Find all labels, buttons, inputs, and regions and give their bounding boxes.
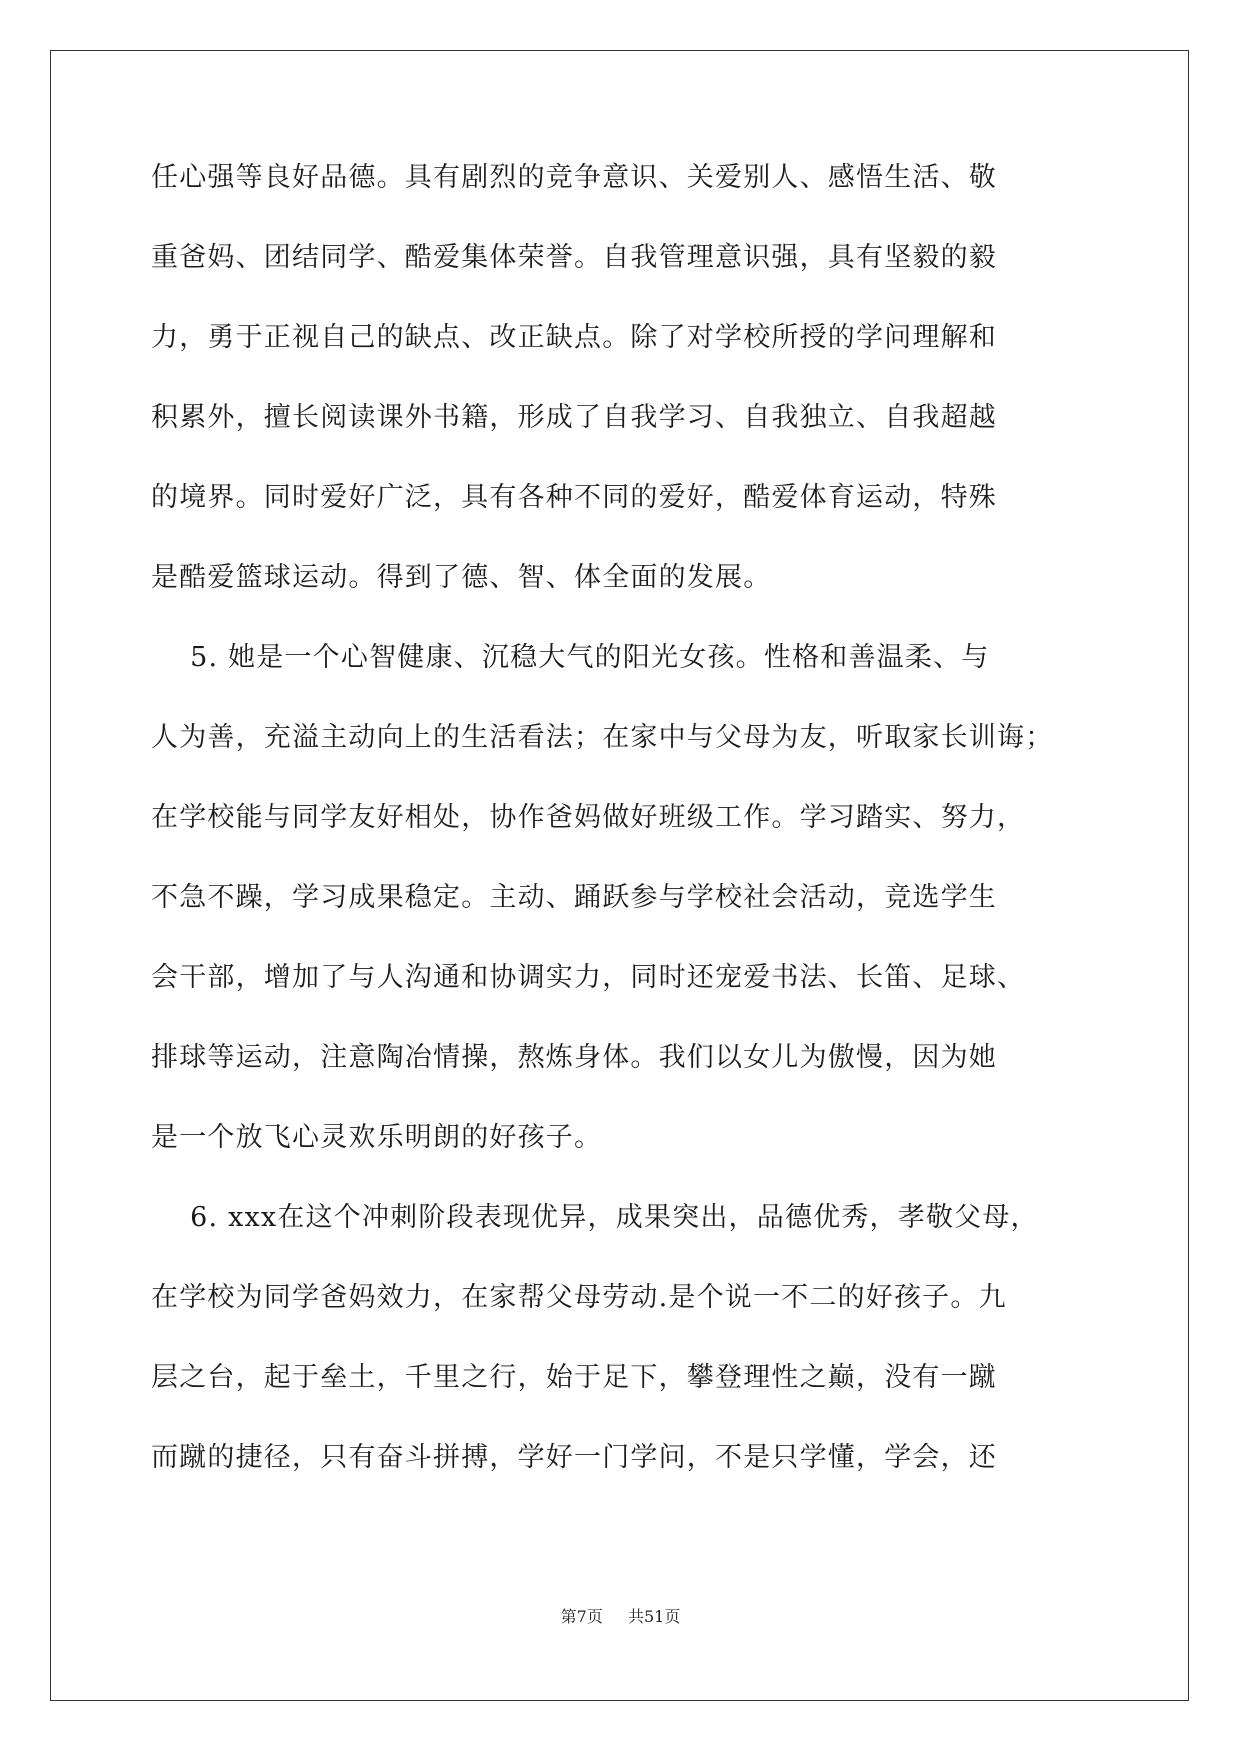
text-line: 而蹴的捷径，只有奋斗拼搏，学好一门学问，不是只学懂，学会，还	[151, 1442, 997, 1473]
text-line: 任心强等良好品德。具有剧烈的竞争意识、关爱别人、感悟生活、敬	[151, 162, 997, 193]
text-line: 会干部，增加了与人沟通和协调实力，同时还宠爱书法、长笛、足球、	[151, 962, 1026, 993]
text-line: 不急不躁，学习成果稳定。主动、踊跃参与学校社会活动，竞选学生	[151, 882, 997, 913]
text-line: 6. xxx在这个冲刺阶段表现优异，成果突出，品德优秀，孝敬父母，	[151, 1202, 1039, 1233]
text-line: 人为善，充溢主动向上的生活看法；在家中与父母为友，听取家长训诲；	[151, 722, 1054, 753]
page-number: 第7页	[560, 1607, 603, 1626]
text-line: 层之台，起于垒土，千里之行，始于足下，攀登理性之巅，没有一蹴	[151, 1362, 997, 1393]
text-line: 力，勇于正视自己的缺点、改正缺点。除了对学校所授的学问理解和	[151, 322, 997, 353]
page-total: 共51页	[627, 1607, 681, 1626]
text-line: 的境界。同时爱好广泛，具有各种不同的爱好，酷爱体育运动，特殊	[151, 482, 997, 513]
text-line: 重爸妈、团结同学、酷爱集体荣誉。自我管理意识强，具有坚毅的毅	[151, 242, 997, 273]
text-line: 排球等运动，注意陶冶情操，熬炼身体。我们以女儿为傲慢，因为她	[151, 1042, 997, 1073]
text-line: 积累外，擅长阅读课外书籍，形成了自我学习、自我独立、自我超越	[151, 402, 997, 433]
text-line: 5. 她是一个心智健康、沉稳大气的阳光女孩。性格和善温柔、与	[151, 642, 990, 673]
text-line: 是酷爱篮球运动。得到了德、智、体全面的发展。	[151, 562, 772, 593]
document-body	[151, 160, 1091, 1520]
page-footer	[0, 1607, 1241, 1627]
text-line: 在学校能与同学友好相处，协作爸妈做好班级工作。学习踏实、努力，	[151, 802, 1026, 833]
text-line: 是一个放飞心灵欢乐明朗的好孩子。	[151, 1122, 603, 1153]
text-line: 在学校为同学爸妈效力，在家帮父母劳动.是个说一不二的好孩子。九	[151, 1282, 1007, 1313]
